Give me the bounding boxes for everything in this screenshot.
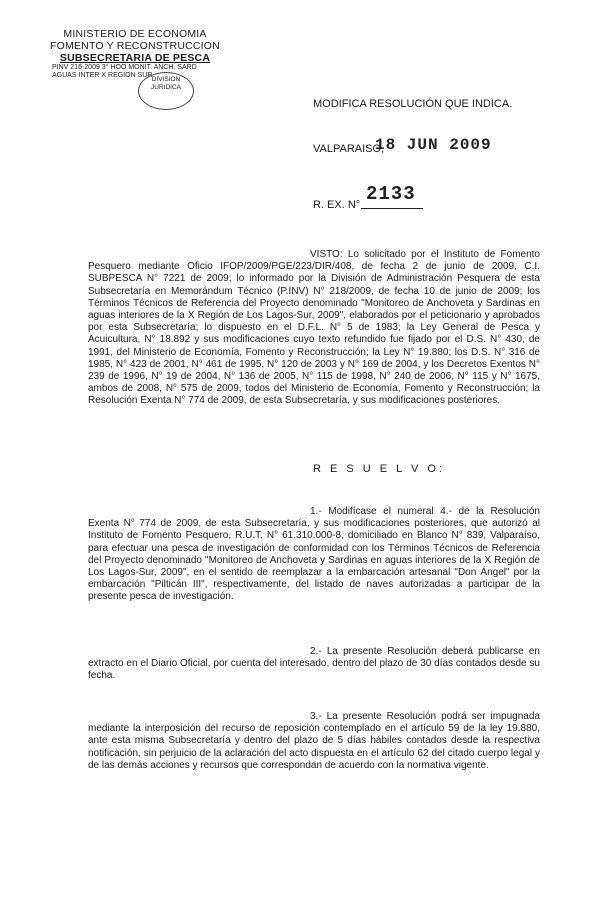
visto-paragraph bbox=[88, 249, 540, 408]
item-text: 2.- La presente Resolución deberá publicarse en extracto en el Diario Oficial, por cuenta del interesado, dentro del plazo de 30 días contados desde su fecha. bbox=[88, 646, 540, 682]
subject-line: MODIFICA RESOLUCIÓN QUE INDICA. bbox=[313, 98, 513, 110]
place-label: VALPARAISO, bbox=[313, 143, 385, 155]
item-text: 3.- La presente Resolución podrá ser impugnada mediante la interposición del recurso de reposición contemplado en el artículo 59 de la ley 19.880, ante esta misma Subsecretaría y dentro del plazo de 5 días hábiles contados desde la respectiva notificación, sin perjuicio de la aclaración del acto dispuesta en el artículo 62 del citado cuerpo legal y de las demás acciones y recursos que correspondan de acuerdo con la normativa vigente. bbox=[88, 711, 540, 771]
letterhead-subsecretaria: SUBSECRETARIA DE PESCA bbox=[59, 52, 211, 64]
item-3 bbox=[88, 711, 540, 772]
resolution-label: R. EX. N° bbox=[313, 199, 361, 211]
stamp-line: DIVISION bbox=[151, 76, 181, 83]
resolution-underline bbox=[361, 208, 423, 209]
resuelvo-heading: R E S U E L V O: bbox=[313, 463, 445, 475]
item-2 bbox=[88, 646, 540, 683]
reference-line: PINV 216-2009 3° HOO MONIT. ANCH. SARD bbox=[52, 64, 197, 71]
resolution-number: 2133 bbox=[366, 183, 416, 205]
visto-text: VISTO: Lo solicitado por el Instituto de Fomento Pesquero mediante Oficio IFOP/2009/PGE/223/DIR/408, de fecha 2 de junio de 2009, C.I. SUBPESCA N° 7221 de 2009; lo informado por la División de Administración Pesquera de esta Subsecretaría en Memorándum Técnico (P.INV) N° 218/2009, de fecha 10 de junio de 2009; los Términos Técnicos de Referencia del Proyecto denominado "Monitoreo de Anchoveta y Sardinas en aguas interiores de la X Región de Los Lagos-Sur, 2009", elaborados por el peticionario y aprobados por esta Subsecretaría; lo dispuesto en el D.F.L. N° 5 de 1983; la Ley General de Pesca y Acuicultura, N° 18.892 y sus modificaciones cuyo texto refundido fue fijado por el D.S. N° 430, de 1991, del Ministerio de Economía, Fomento y Reconstrucción; la Ley N° 19.880; los D.S. N° 316 de 1985, N° 423 de 2001, N° 461 de 1995, N° 120 de 2003 y N° 169 de 2004, y los Decretos Exentos N° 239 de 1996, N° 19 de 2004, N° 136 de 2005, N° 115 de 1998, N° 240 de 2006, N° 115 y N° 1675, ambos de 2008, N° 575 de 2009, todos del Ministerio de Economía, Fomento y Reconstrucción; la Resolución Exenta N° 774 de 2009, de esta Subsecretaría, y sus modificaciones posteriores. bbox=[88, 249, 540, 407]
stamp-line: JURIDICA bbox=[151, 84, 181, 91]
date-stamp: 18 JUN 2009 bbox=[375, 136, 492, 154]
letterhead-fomento: FOMENTO Y RECONSTRUCCION bbox=[50, 40, 220, 52]
item-text: 1.- Modifícase el numeral 4.- de la Resolución Exenta N° 774 de 2009, de esta Subsecretaría, y sus modificaciones posteriores, que autorizó al Instituto de Fomento Pesquero, R.U.T. N° 61.310.000-8, domiciliado en Blanco N° 839, Valparaíso, para efectuar una pesca de investigación de conformidad con los Términos Técnicos de Referencia del Proyecto denominado "Monitoreo de Anchoveta y Sardinas en aguas interiores de la X Región de Los Lagos-Sur, 2009", en el sentido de reemplazar a la embarcación artesanal "Don Ángel" por la embarcación "Pilticán III", respectivamente, del listado de naves autorizadas a participar de la presente pesca de investigación. bbox=[88, 506, 540, 603]
letterhead-ministry: MINISTERIO DE ECONOMIA bbox=[63, 28, 207, 40]
reference-line: AGUAS INTER X REGION SUR bbox=[52, 72, 153, 79]
division-stamp bbox=[138, 72, 194, 110]
item-1 bbox=[88, 506, 540, 604]
letterhead bbox=[40, 28, 230, 64]
